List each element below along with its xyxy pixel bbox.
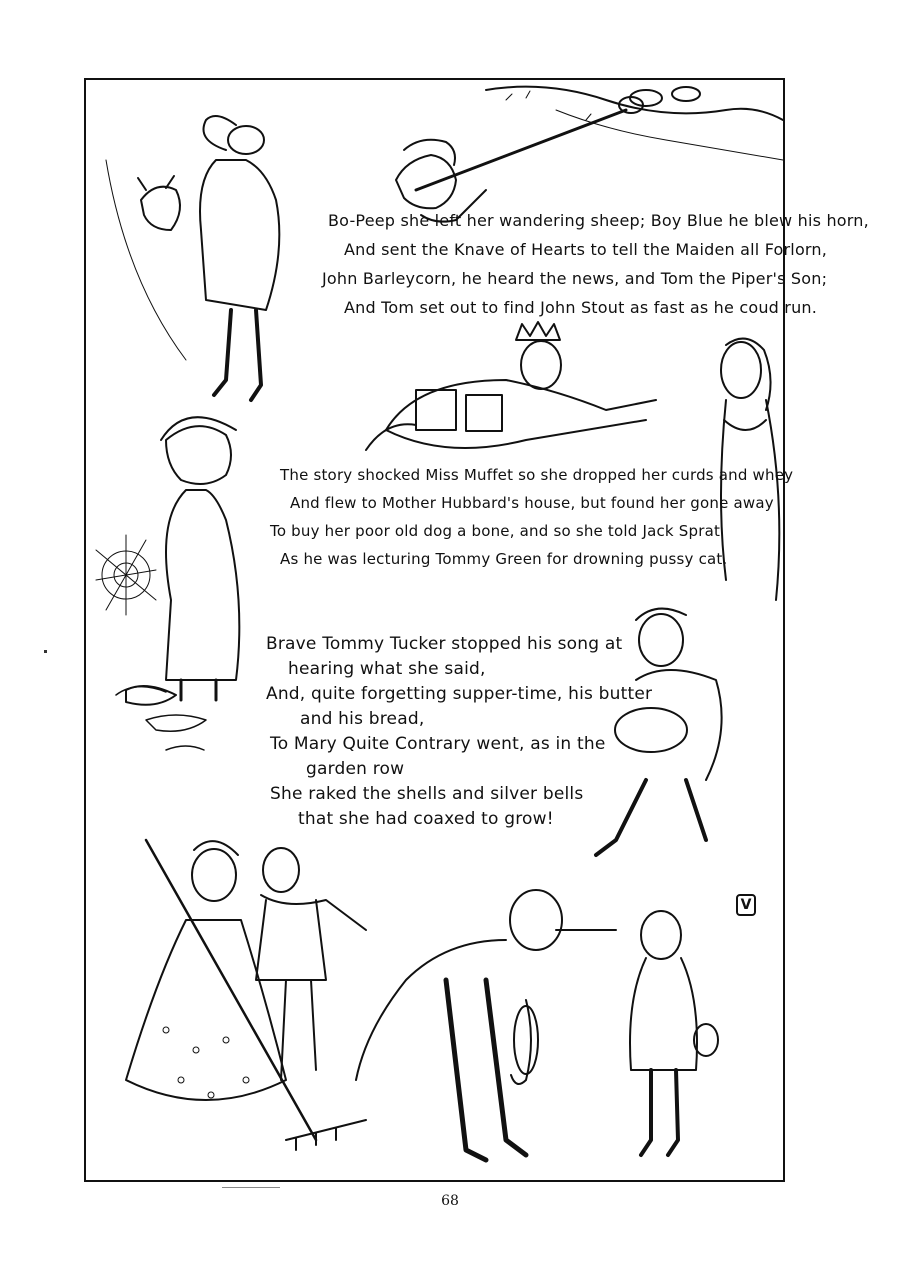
- verse-line: And Tom set out to find John Stout as fast as he coud run.: [344, 298, 818, 317]
- verse-line: To buy her poor old dog a bone, and so she told Jack Sprat: [270, 522, 721, 540]
- mary-contrary-illustration: [126, 840, 366, 1150]
- verse-line: And flew to Mother Hubbard's house, but found her gone away: [290, 494, 774, 512]
- bo-peep-illustration: [396, 97, 643, 222]
- miss-muffet-illustration: [96, 417, 239, 705]
- verse-line: hearing what she said,: [288, 659, 486, 679]
- jack-sprat-boy-illustration: [256, 848, 366, 1080]
- knave-of-hearts-illustration: [366, 322, 656, 450]
- verse-line: To Mary Quite Contrary went, as in the: [270, 734, 606, 754]
- verse-line: garden row: [306, 759, 405, 779]
- margin-mark: [222, 1187, 280, 1188]
- man-with-cat-illustration: [356, 890, 616, 1160]
- margin-mark: [44, 650, 47, 653]
- broken-bowl-illustration: [116, 687, 206, 750]
- verse-line: Bo-Peep she left her wandering sheep; Boy Blue he blew his horn,: [328, 211, 869, 230]
- verse-line: that she had coaxed to grow!: [298, 809, 554, 829]
- little-boy-illustration: [630, 911, 718, 1155]
- stanza-3: [266, 634, 653, 836]
- verse-line: She raked the shells and silver bells: [270, 784, 584, 804]
- stanza-1: [322, 211, 869, 323]
- spider-web-icon: [96, 535, 156, 615]
- artist-monogram: V: [736, 894, 756, 916]
- verse-line: And sent the Knave of Hearts to tell the Maiden all Forlorn,: [344, 240, 828, 259]
- page-number: 68: [441, 1193, 459, 1209]
- verse-line: As he was lecturing Tommy Green for drowning pussy cat.: [280, 550, 728, 568]
- stanza-2: [270, 466, 794, 578]
- verse-line: And, quite forgetting supper-time, his butter: [266, 684, 653, 704]
- verse-line: John Barleycorn, he heard the news, and Tom the Piper's Son;: [322, 269, 828, 288]
- verse-line: Brave Tommy Tucker stopped his song at: [266, 634, 623, 654]
- boy-blue-illustration: [106, 116, 279, 400]
- verse-line: and his bread,: [300, 709, 425, 729]
- page-frame: [84, 78, 869, 1182]
- verse-line: The story shocked Miss Muffet so she dropped her curds and whey: [280, 466, 794, 484]
